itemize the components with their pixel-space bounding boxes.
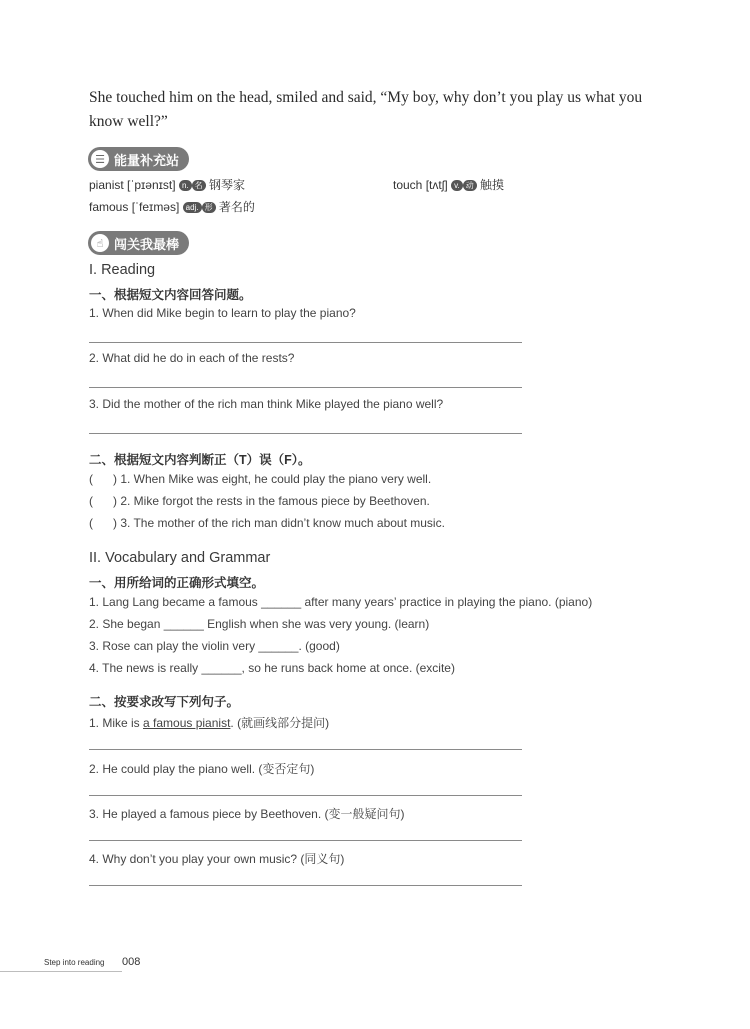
vocab-part1-title: 一、用所给词的正确形式填空。 — [89, 576, 265, 590]
vocab-entry-famous: famous [ˈfeɪməs] adj. 形 著名的 — [89, 200, 255, 214]
tf-item-2: ( ) 2. Mike forgot the rests in the famous piece by Beethoven. — [89, 494, 430, 508]
answer-line[interactable] — [89, 342, 522, 343]
energy-title: 能量补充站 — [114, 152, 180, 168]
reading-heading: I. Reading — [89, 262, 156, 278]
vocab-entry-touch: touch [tʌtʃ] v. 动 触摸 — [393, 178, 505, 192]
fill-item-3: 3. Rose can play the violin very ______. (good) — [89, 639, 340, 653]
rewrite-item-3: 3. He played a famous piece by Beethoven. (变一般疑问句) — [89, 807, 405, 821]
tf-item-1: ( ) 1. When Mike was eight, he could play the piano very well. — [89, 472, 432, 486]
challenge-title: 闯关我最棒 — [114, 236, 180, 252]
vocab-heading: II. Vocabulary and Grammar — [89, 550, 271, 566]
fill-item-1: 1. Lang Lang became a famous ______ after many years’ practice in playing the piano. (piano) — [89, 595, 593, 609]
answer-line[interactable] — [89, 795, 522, 796]
vocab-entry-pianist: pianist [ˈpɪənɪst] n. 名 钢琴家 — [89, 178, 245, 192]
challenge-badge — [88, 231, 189, 255]
fill-item-2: 2. She began ______ English when she was very young. (learn) — [89, 617, 430, 631]
answer-line[interactable] — [89, 840, 522, 841]
answer-line[interactable] — [89, 885, 522, 886]
fill-item-4: 4. The news is really ______, so he runs back home at once. (excite) — [89, 661, 455, 675]
vocab-part2-title: 二、按要求改写下列句子。 — [89, 695, 240, 709]
book-icon: ☰ — [91, 150, 109, 168]
reading-part1-title: 一、根据短文内容回答问题。 — [89, 288, 252, 302]
reading-part2-title: 二、根据短文内容判断正（T）误（F）。 — [89, 453, 311, 467]
tf-item-3: ( ) 3. The mother of the rich man didn’t know much about music. — [89, 516, 445, 530]
thumbs-up-icon: ☝ — [91, 234, 109, 252]
answer-line[interactable] — [89, 749, 522, 750]
energy-badge — [88, 147, 189, 171]
reading-question-1: 1. When did Mike begin to learn to play the piano? — [89, 306, 356, 320]
rewrite-item-1: 1. Mike is a famous pianist. (就画线部分提问) — [89, 716, 330, 730]
footer-series: Step into reading — [44, 958, 105, 967]
rewrite-item-2: 2. He could play the piano well. (变否定句) — [89, 762, 315, 776]
reading-question-3: 3. Did the mother of the rich man think Mike played the piano well? — [89, 397, 444, 411]
answer-line[interactable] — [89, 387, 522, 388]
answer-line[interactable] — [89, 433, 522, 434]
footer-rule — [0, 971, 122, 972]
intro-paragraph: She touched him on the head, smiled and said, “My boy, why don’t you play us what you know well?” — [89, 89, 643, 130]
rewrite-item-4: 4. Why don’t you play your own music? (同义句) — [89, 852, 345, 866]
reading-question-2: 2. What did he do in each of the rests? — [89, 351, 295, 365]
page-number: 008 — [122, 956, 141, 968]
